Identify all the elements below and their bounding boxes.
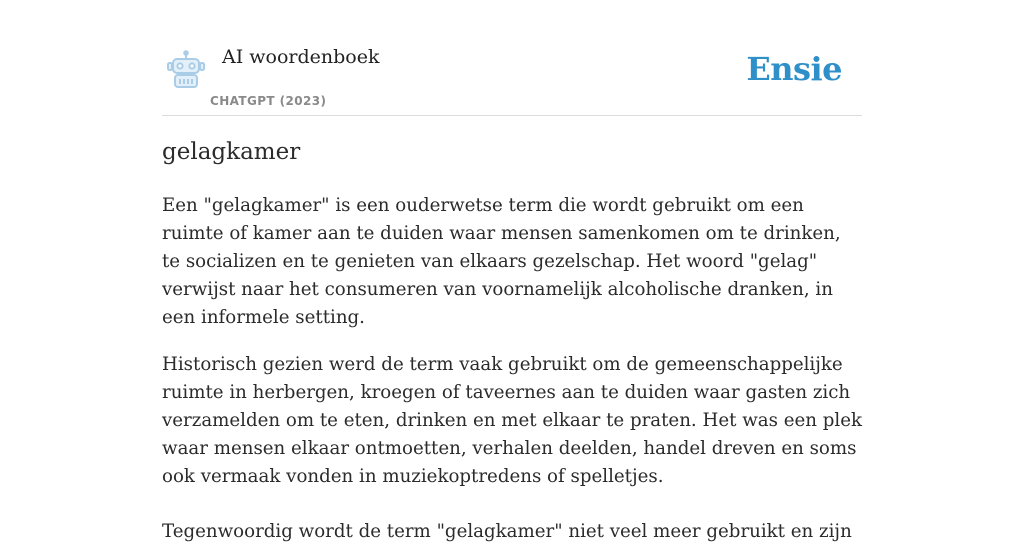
brand-logo[interactable]: Ensie bbox=[746, 50, 842, 88]
source-label: CHATGPT (2023) bbox=[210, 94, 327, 108]
paragraph-3: Tegenwoordig wordt de term "gelagkamer" niet veel meer gebruikt en zijn bbox=[162, 521, 852, 542]
header bbox=[162, 0, 862, 116]
dictionary-title[interactable]: AI woordenboek bbox=[222, 46, 380, 68]
robot-icon bbox=[166, 50, 206, 90]
paragraph-2: Historisch gezien werd de term vaak gebruikt om de gemeenschappelijke ruimte in herbergen, kroegen of taveernes aan te duiden waar gasten zich verzamelden om te eten, drinken en met elkaar te praten. Het was een plek waar mensen elkaar ontmoetten, verhalen deelden, handel dreven en soms ook vermaak vonden in muziekoptredens of spelletjes. bbox=[162, 354, 862, 487]
entry-term: gelagkamer bbox=[162, 139, 301, 165]
paragraph-1: Een "gelagkamer" is een ouderwetse term die wordt gebruikt om een ruimte of kamer aan te duiden waar mensen samenkomen om te drinken, te socializen en te genieten van elkaars gezelschap. Het woord "gelag" verwijst naar het consumeren van voornamelijk alcoholische dranken, in een informele setting. bbox=[162, 195, 841, 328]
entry-content bbox=[162, 192, 862, 546]
